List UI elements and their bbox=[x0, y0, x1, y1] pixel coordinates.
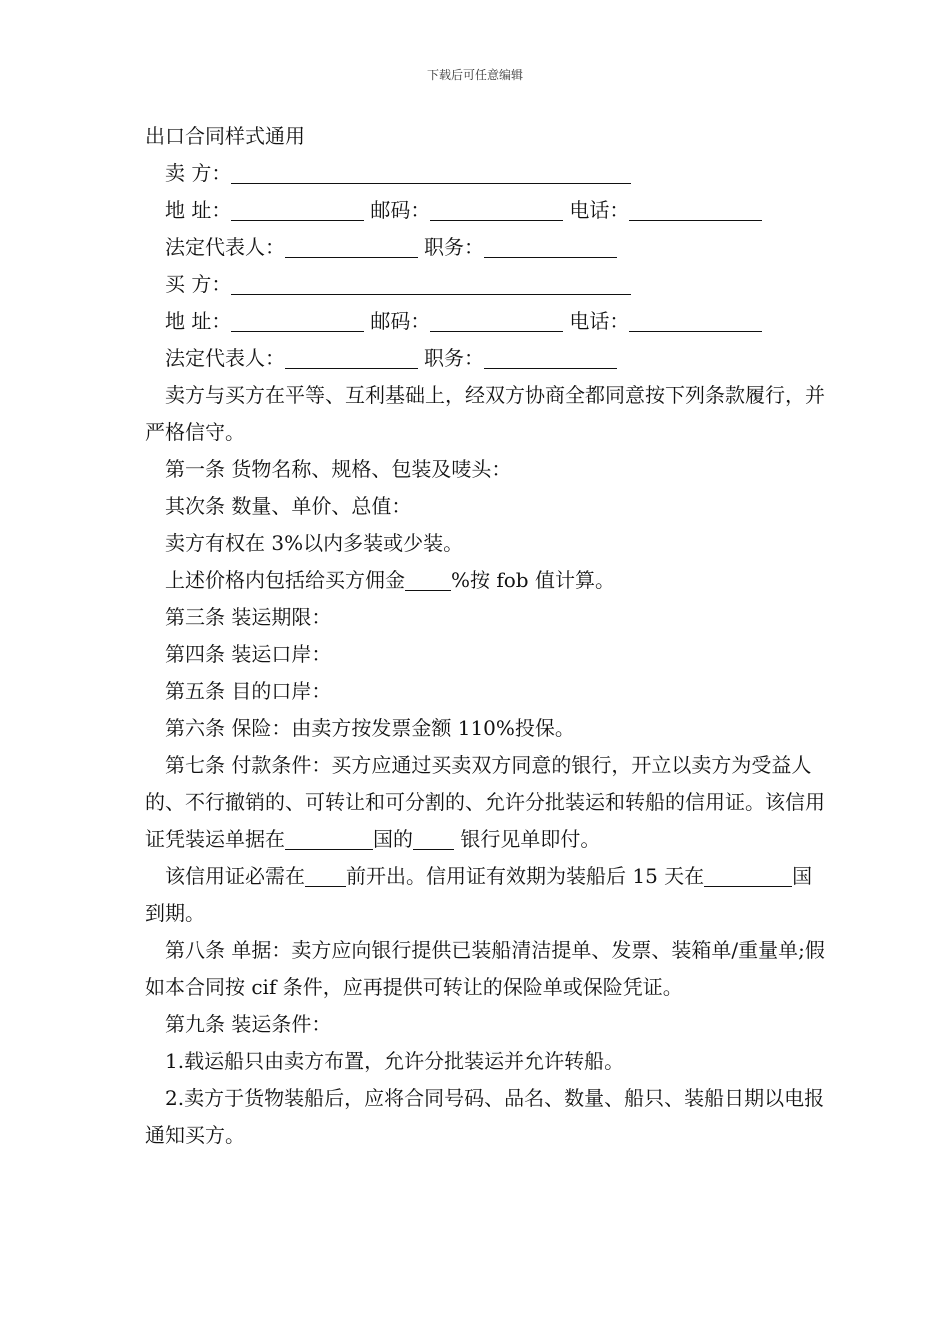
seller-phone-label: 电话： bbox=[569, 198, 630, 222]
lc-country-blank[interactable] bbox=[285, 848, 373, 850]
article-7 bbox=[145, 747, 825, 858]
seller-address-label: 地 址： bbox=[165, 198, 232, 222]
buyer-zip-blank[interactable] bbox=[430, 330, 563, 332]
seller-label: 卖 方： bbox=[165, 161, 232, 185]
buyer-rep-label: 法定代表人： bbox=[165, 346, 285, 370]
seller-rep-line bbox=[145, 229, 825, 266]
buyer-phone-label: 电话： bbox=[569, 309, 630, 333]
seller-address-blank[interactable] bbox=[231, 219, 364, 221]
article-3: 第三条 装运期限： bbox=[165, 605, 332, 629]
seller-name-line bbox=[145, 155, 825, 192]
lc-open-date-blank[interactable] bbox=[305, 885, 346, 887]
seller-name-blank[interactable] bbox=[231, 182, 631, 184]
article-6: 第六条 保险：由卖方按发票金额 110%投保。 bbox=[165, 716, 575, 740]
seller-zip-label: 邮码： bbox=[370, 198, 431, 222]
lc-expiry-country-blank[interactable] bbox=[704, 885, 792, 887]
lc-validity-text-1: 该信用证必需在 bbox=[165, 864, 305, 888]
buyer-rep-line bbox=[145, 340, 825, 377]
seller-address-line bbox=[145, 192, 825, 229]
lc-bank-blank[interactable] bbox=[413, 848, 454, 850]
buyer-rep-blank[interactable] bbox=[285, 367, 418, 369]
buyer-position-blank[interactable] bbox=[484, 367, 617, 369]
buyer-label: 买 方： bbox=[165, 272, 232, 296]
seller-phone-blank[interactable] bbox=[629, 219, 762, 221]
buyer-zip-label: 邮码： bbox=[370, 309, 431, 333]
document-title: 出口合同样式通用 bbox=[145, 124, 305, 148]
article-2: 其次条 数量、单价、总值： bbox=[165, 494, 412, 518]
lc-validity-text-3: 国到期。 bbox=[145, 864, 813, 925]
article-9: 第九条 装运条件： bbox=[165, 1012, 332, 1036]
clause-9-2: 2.卖方于货物装船后，应将合同号码、品名、数量、船只、装船日期以电报通知买方。 bbox=[145, 1086, 825, 1147]
seller-rep-label: 法定代表人： bbox=[165, 235, 285, 259]
clause-9-1: 1.载运船只由卖方布置，允许分批装运并允许转船。 bbox=[165, 1049, 625, 1073]
seller-rep-blank[interactable] bbox=[285, 256, 418, 258]
buyer-name-line bbox=[145, 266, 825, 303]
article-8: 第八条 单据：卖方应向银行提供已装船清洁提单、发票、装箱单/重量单;假如本合同按 cif 条件，应再提供可转让的保险单或保险凭证。 bbox=[145, 938, 825, 999]
article-7-text-3: 银行见单即付。 bbox=[454, 827, 601, 851]
article-1: 第一条 货物名称、规格、包装及唛头： bbox=[165, 457, 512, 481]
buyer-name-blank[interactable] bbox=[231, 293, 631, 295]
seller-zip-blank[interactable] bbox=[430, 219, 563, 221]
seller-position-blank[interactable] bbox=[484, 256, 617, 258]
page-header: 下载后可任意编辑 bbox=[426, 68, 523, 82]
commission-text-after: %按 fob 值计算。 bbox=[451, 568, 615, 592]
article-7-text-2: 国的 bbox=[373, 827, 413, 851]
article-5: 第五条 目的口岸： bbox=[165, 679, 332, 703]
commission-clause bbox=[145, 562, 825, 599]
buyer-address-label: 地 址： bbox=[165, 309, 232, 333]
commission-blank[interactable] bbox=[405, 589, 451, 591]
buyer-position-label: 职务： bbox=[424, 346, 484, 370]
buyer-address-blank[interactable] bbox=[231, 330, 364, 332]
article-7-text-1: 第七条 付款条件：买方应通过买卖双方同意的银行，开立以卖方为受益人的、不行撤销的、可转让和可分割的、允许分批装运和转船的信用证。该信用证凭装运单据在 bbox=[145, 753, 825, 851]
buyer-phone-blank[interactable] bbox=[629, 330, 762, 332]
commission-text-before: 上述价格内包括给买方佣金 bbox=[165, 568, 405, 592]
seller-position-label: 职务： bbox=[424, 235, 484, 259]
contract-body bbox=[145, 118, 825, 1154]
lc-validity-text-2: 前开出。信用证有效期为装船后 15 天在 bbox=[346, 864, 705, 888]
buyer-address-line bbox=[145, 303, 825, 340]
intro-paragraph: 卖方与买方在平等、互利基础上，经双方协商全都同意按下列条款履行，并严格信守。 bbox=[145, 383, 825, 444]
lc-validity-clause bbox=[145, 858, 825, 932]
tolerance-clause: 卖方有权在 3%以内多装或少装。 bbox=[165, 531, 464, 555]
article-4: 第四条 装运口岸： bbox=[165, 642, 332, 666]
